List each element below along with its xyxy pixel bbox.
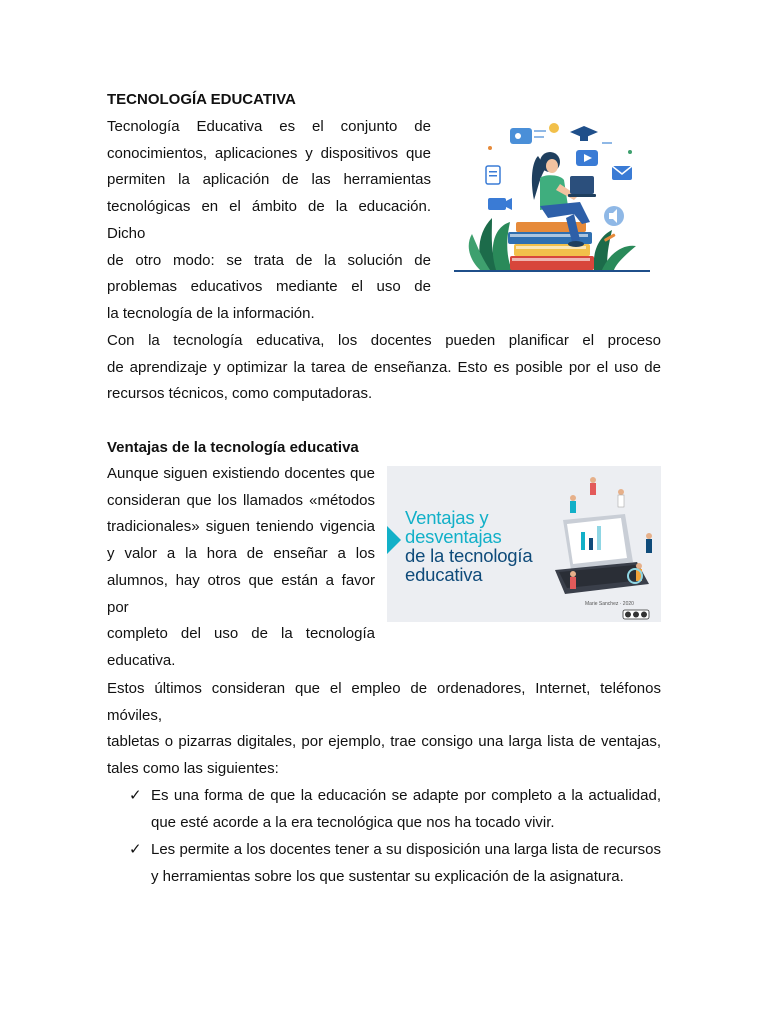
text-line: completo del uso de la tecnología <box>107 625 375 643</box>
banner-credit: Marie Sanchez · 2020 <box>585 601 634 607</box>
text-line: Es una forma de que la educación se adapte por completo a la actualidad, <box>151 787 661 804</box>
woman-studying-laptop-books-icon <box>452 118 652 276</box>
checkmark-icon: ✓ <box>129 841 142 858</box>
text-line: Estos últimos consideran que el empleo de ordenadores, Internet, teléfonos móviles, <box>107 680 661 724</box>
section-heading: Ventajas de la tecnología educativa <box>107 439 359 456</box>
banner-title-line: Ventajas y <box>405 507 489 528</box>
text-line: tales como las siguientes: <box>107 760 279 778</box>
text-line: conocimientos, aplicaciones y dispositivos que <box>107 144 431 162</box>
text-line: Les permite a los docentes tener a su disposición una larga lista de recursos <box>151 841 661 858</box>
banner-title-line: desventajas <box>405 526 502 547</box>
text-line: y herramientas sobre los que sustentar su explicación de la asignatura. <box>151 867 624 885</box>
text-line: Tecnología Educativa es el conjunto de <box>107 118 431 135</box>
text-line: que esté acorde a la era tecnológica que nos ha tocado vivir. <box>151 813 555 831</box>
banner-image <box>387 466 661 622</box>
text-line: de otro modo: se trata de la solución de <box>107 251 431 269</box>
banner-title-line: de la tecnología <box>405 545 533 566</box>
text-line: problemas educativos mediante el uso de <box>107 278 431 296</box>
text-line: Con la tecnología educativa, los docentes pueden planificar el proceso <box>107 332 661 349</box>
text-line: tabletas o pizarras digitales, por ejemplo, trae consigo una larga lista de ventajas, <box>107 733 661 751</box>
list-item <box>151 783 661 836</box>
text-line: la tecnología de la información. <box>107 304 315 322</box>
document-title: TECNOLOGÍA EDUCATIVA <box>107 91 296 108</box>
intro-paragraph <box>107 114 431 328</box>
body-paragraph <box>107 676 661 783</box>
body-paragraph <box>107 328 661 408</box>
text-line: consideran que los llamados «métodos <box>107 491 375 509</box>
text-line: tradicionales» siguen teniendo vigencia <box>107 518 375 536</box>
text-line: recursos técnicos, como computadoras. <box>107 385 373 403</box>
text-line: y valor a la hora de enseñar a los <box>107 545 375 563</box>
body-paragraph <box>107 461 375 675</box>
text-line: educativa. <box>107 651 176 669</box>
banner-title-line: educativa <box>405 564 483 585</box>
text-line: alumnos, hay otros que están a favor por <box>107 571 375 616</box>
checkmark-icon: ✓ <box>129 787 142 804</box>
list-item <box>151 837 661 890</box>
banner-title <box>405 508 585 584</box>
text-line: tecnológicas en el ámbito de la educación. Dicho <box>107 198 431 242</box>
text-line: de aprendizaje y optimizar la tarea de enseñanza. Esto es posible por el uso de <box>107 358 661 376</box>
text-line: Aunque siguen existiendo docentes que <box>107 465 375 482</box>
text-line: permiten la aplicación de las herramientas <box>107 171 431 189</box>
